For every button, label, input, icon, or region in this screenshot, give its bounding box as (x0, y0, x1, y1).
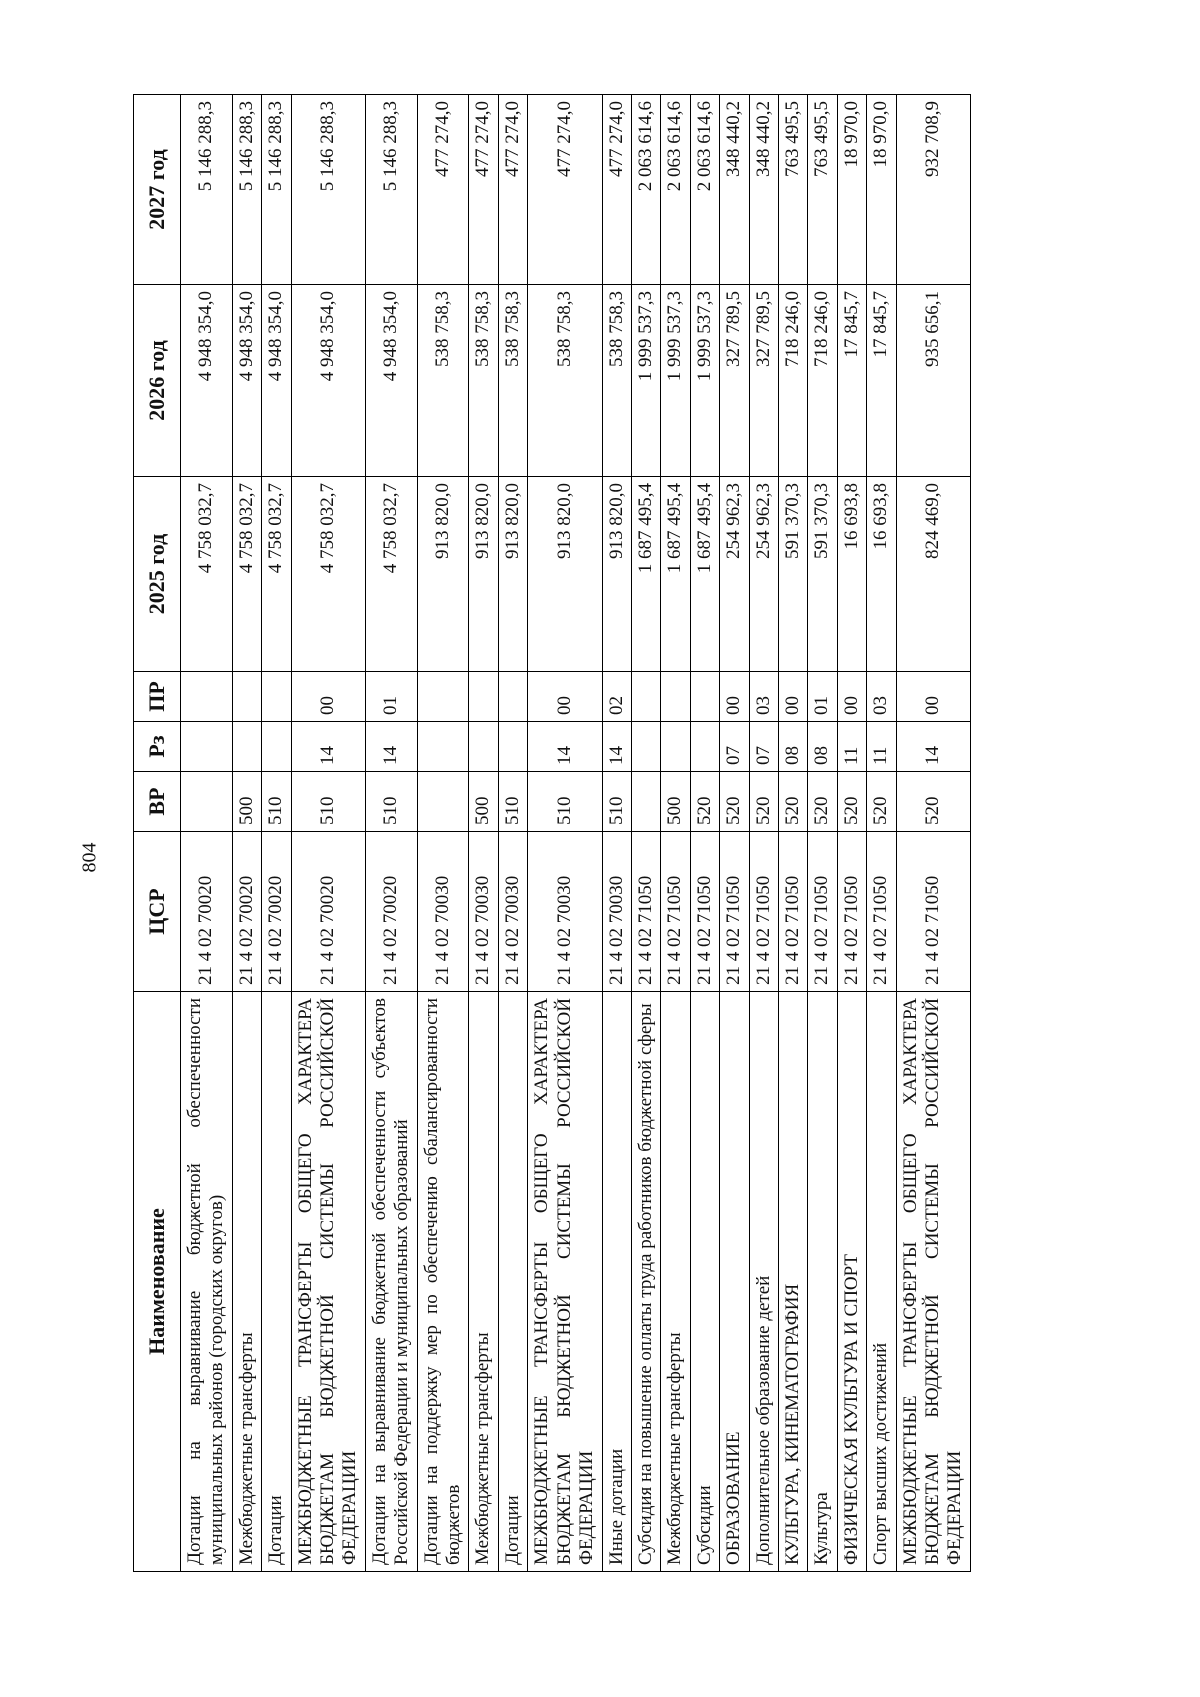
table-row (181, 95, 233, 1572)
cell-name: Дотации на выравнивание бюджетной обеспеченности муниципальных районов (городских округов) (181, 992, 233, 1572)
table-row (469, 95, 498, 1572)
table-row (690, 95, 719, 1572)
cell-2025: 1 687 495,4 (690, 477, 719, 672)
cell-2026: 4 948 354,0 (365, 285, 417, 477)
cell-2026: 4 948 354,0 (262, 285, 291, 477)
cell-2025: 4 758 032,7 (262, 477, 291, 672)
cell-2027: 348 440,2 (720, 95, 749, 285)
cell-rz (631, 722, 660, 772)
cell-pr: 03 (749, 672, 778, 722)
cell-2025: 254 962,3 (749, 477, 778, 672)
cell-vr: 510 (528, 772, 602, 832)
cell-vr: 510 (291, 772, 365, 832)
cell-name: Дотации (262, 992, 291, 1572)
cell-pr: 01 (365, 672, 417, 722)
cell-vr: 520 (720, 772, 749, 832)
cell-name: Культура (808, 992, 837, 1572)
cell-csr: 21 4 02 71050 (749, 832, 778, 992)
cell-name: МЕЖБЮДЖЕТНЫЕ ТРАНСФЕРТЫ ОБЩЕГО ХАРАКТЕРА БЮДЖЕТАМ БЮДЖЕТНОЙ СИСТЕМЫ РОССИЙСКОЙ ФЕДЕРАЦИИ (528, 992, 602, 1572)
cell-vr: 510 (365, 772, 417, 832)
cell-2026: 4 948 354,0 (232, 285, 261, 477)
cell-2027: 348 440,2 (749, 95, 778, 285)
cell-2025: 591 370,3 (778, 477, 807, 672)
cell-csr: 21 4 02 70030 (498, 832, 527, 992)
cell-2026: 538 758,3 (417, 285, 469, 477)
cell-2027: 763 495,5 (778, 95, 807, 285)
cell-rz (690, 722, 719, 772)
cell-vr (417, 772, 469, 832)
cell-2027: 2 063 614,6 (690, 95, 719, 285)
cell-2025: 16 693,8 (867, 477, 896, 672)
cell-name: Субсидия на повышение оплаты труда работников бюджетной сферы (631, 992, 660, 1572)
table-row (661, 95, 690, 1572)
table-row (417, 95, 469, 1572)
cell-2027: 5 146 288,3 (262, 95, 291, 285)
cell-name: Межбюджетные трансферты (232, 992, 261, 1572)
cell-rz: 14 (528, 722, 602, 772)
table-header-row (134, 95, 181, 1572)
cell-vr: 500 (232, 772, 261, 832)
cell-rz: 07 (749, 722, 778, 772)
cell-2027: 932 708,9 (896, 95, 970, 285)
cell-vr (631, 772, 660, 832)
cell-name: ОБРАЗОВАНИЕ (720, 992, 749, 1572)
cell-pr: 02 (602, 672, 631, 722)
cell-2026: 327 789,5 (749, 285, 778, 477)
cell-csr: 21 4 02 71050 (808, 832, 837, 992)
cell-csr: 21 4 02 70030 (602, 832, 631, 992)
table-row (498, 95, 527, 1572)
cell-rz (262, 722, 291, 772)
cell-vr: 520 (749, 772, 778, 832)
cell-2027: 2 063 614,6 (631, 95, 660, 285)
cell-2027: 5 146 288,3 (365, 95, 417, 285)
cell-rz: 07 (720, 722, 749, 772)
cell-rz: 14 (602, 722, 631, 772)
cell-pr: 00 (837, 672, 866, 722)
cell-name: Дотации на выравнивание бюджетной обеспеченности субъектов Российской Федерации и муниципальных образований (365, 992, 417, 1572)
cell-csr: 21 4 02 70020 (365, 832, 417, 992)
cell-2026: 1 999 537,3 (661, 285, 690, 477)
cell-pr (417, 672, 469, 722)
page-number: 804 (78, 842, 101, 873)
cell-name: Иные дотации (602, 992, 631, 1572)
cell-vr: 520 (867, 772, 896, 832)
cell-2025: 913 820,0 (528, 477, 602, 672)
cell-2027: 18 970,0 (867, 95, 896, 285)
cell-rz: 08 (808, 722, 837, 772)
cell-rz (661, 722, 690, 772)
cell-csr: 21 4 02 71050 (867, 832, 896, 992)
cell-pr (232, 672, 261, 722)
table-row (365, 95, 417, 1572)
cell-pr (469, 672, 498, 722)
cell-2025: 254 962,3 (720, 477, 749, 672)
header-pr: ПР (134, 672, 181, 722)
cell-2027: 763 495,5 (808, 95, 837, 285)
cell-2026: 1 999 537,3 (631, 285, 660, 477)
cell-vr: 520 (778, 772, 807, 832)
cell-2026: 935 656,1 (896, 285, 970, 477)
cell-csr: 21 4 02 70020 (262, 832, 291, 992)
cell-rz (469, 722, 498, 772)
cell-2026: 538 758,3 (469, 285, 498, 477)
cell-csr: 21 4 02 71050 (720, 832, 749, 992)
cell-vr: 520 (690, 772, 719, 832)
cell-pr (262, 672, 291, 722)
cell-2025: 913 820,0 (469, 477, 498, 672)
cell-name: Дополнительное образование детей (749, 992, 778, 1572)
cell-2026: 4 948 354,0 (291, 285, 365, 477)
cell-rz: 11 (837, 722, 866, 772)
cell-pr: 03 (867, 672, 896, 722)
table-row (778, 95, 807, 1572)
cell-pr: 01 (808, 672, 837, 722)
cell-name: МЕЖБЮДЖЕТНЫЕ ТРАНСФЕРТЫ ОБЩЕГО ХАРАКТЕРА БЮДЖЕТАМ БЮДЖЕТНОЙ СИСТЕМЫ РОССИЙСКОЙ ФЕДЕРАЦИИ (291, 992, 365, 1572)
cell-2025: 591 370,3 (808, 477, 837, 672)
cell-2026: 17 845,7 (867, 285, 896, 477)
header-csr: ЦСР (134, 832, 181, 992)
cell-rz (181, 722, 233, 772)
cell-rz: 11 (867, 722, 896, 772)
cell-2025: 4 758 032,7 (181, 477, 233, 672)
cell-vr: 520 (837, 772, 866, 832)
cell-vr: 510 (602, 772, 631, 832)
table-row (262, 95, 291, 1572)
cell-2025: 16 693,8 (837, 477, 866, 672)
header-2027: 2027 год (134, 95, 181, 285)
cell-vr: 500 (469, 772, 498, 832)
cell-pr: 00 (896, 672, 970, 722)
cell-2027: 18 970,0 (837, 95, 866, 285)
cell-2027: 477 274,0 (602, 95, 631, 285)
cell-pr (631, 672, 660, 722)
cell-pr: 00 (291, 672, 365, 722)
table-row (291, 95, 365, 1572)
cell-2025: 4 758 032,7 (365, 477, 417, 672)
cell-rz (417, 722, 469, 772)
cell-2025: 1 687 495,4 (631, 477, 660, 672)
cell-2025: 4 758 032,7 (291, 477, 365, 672)
cell-2025: 913 820,0 (602, 477, 631, 672)
cell-2025: 913 820,0 (498, 477, 527, 672)
table-row (631, 95, 660, 1572)
cell-csr: 21 4 02 70020 (291, 832, 365, 992)
cell-name: МЕЖБЮДЖЕТНЫЕ ТРАНСФЕРТЫ ОБЩЕГО ХАРАКТЕРА БЮДЖЕТАМ БЮДЖЕТНОЙ СИСТЕМЫ РОССИЙСКОЙ ФЕДЕРАЦИИ (896, 992, 970, 1572)
header-2026: 2026 год (134, 285, 181, 477)
cell-csr: 21 4 02 70020 (181, 832, 233, 992)
cell-2025: 1 687 495,4 (661, 477, 690, 672)
table-row (602, 95, 631, 1572)
cell-2027: 477 274,0 (498, 95, 527, 285)
cell-name: Дотации (498, 992, 527, 1572)
cell-pr: 00 (528, 672, 602, 722)
table-row (867, 95, 896, 1572)
cell-2026: 4 948 354,0 (181, 285, 233, 477)
cell-pr (498, 672, 527, 722)
table-row (749, 95, 778, 1572)
cell-2027: 477 274,0 (417, 95, 469, 285)
cell-vr: 510 (498, 772, 527, 832)
cell-csr: 21 4 02 71050 (631, 832, 660, 992)
cell-vr: 520 (896, 772, 970, 832)
cell-vr: 500 (661, 772, 690, 832)
cell-name: Спорт высших достижений (867, 992, 896, 1572)
cell-2026: 538 758,3 (602, 285, 631, 477)
table-row (720, 95, 749, 1572)
cell-2026: 327 789,5 (720, 285, 749, 477)
cell-2025: 824 469,0 (896, 477, 970, 672)
cell-csr: 21 4 02 71050 (896, 832, 970, 992)
cell-csr: 21 4 02 70030 (469, 832, 498, 992)
cell-rz: 14 (291, 722, 365, 772)
header-2025: 2025 год (134, 477, 181, 672)
cell-rz: 14 (365, 722, 417, 772)
cell-vr: 520 (808, 772, 837, 832)
header-name: Наименование (134, 992, 181, 1572)
table-row (528, 95, 602, 1572)
budget-table (133, 94, 971, 1572)
cell-2025: 913 820,0 (417, 477, 469, 672)
cell-pr (690, 672, 719, 722)
header-vr: ВР (134, 772, 181, 832)
cell-name: КУЛЬТУРА, КИНЕМАТОГРАФИЯ (778, 992, 807, 1572)
cell-csr: 21 4 02 70030 (528, 832, 602, 992)
cell-csr: 21 4 02 71050 (837, 832, 866, 992)
cell-pr (181, 672, 233, 722)
cell-csr: 21 4 02 71050 (690, 832, 719, 992)
cell-rz (498, 722, 527, 772)
table-row (896, 95, 970, 1572)
cell-2026: 17 845,7 (837, 285, 866, 477)
cell-2026: 1 999 537,3 (690, 285, 719, 477)
cell-2026: 718 246,0 (778, 285, 807, 477)
cell-pr (661, 672, 690, 722)
cell-vr (181, 772, 233, 832)
cell-csr: 21 4 02 71050 (661, 832, 690, 992)
table-row (837, 95, 866, 1572)
cell-rz (232, 722, 261, 772)
cell-rz: 14 (896, 722, 970, 772)
cell-name: Дотации на поддержку мер по обеспечению сбалансированности бюджетов (417, 992, 469, 1572)
cell-rz: 08 (778, 722, 807, 772)
cell-csr: 21 4 02 70030 (417, 832, 469, 992)
cell-2027: 2 063 614,6 (661, 95, 690, 285)
cell-2027: 477 274,0 (528, 95, 602, 285)
cell-csr: 21 4 02 71050 (778, 832, 807, 992)
cell-name: Межбюджетные трансферты (661, 992, 690, 1572)
cell-pr: 00 (778, 672, 807, 722)
cell-name: Субсидии (690, 992, 719, 1572)
cell-2027: 5 146 288,3 (181, 95, 233, 285)
cell-2025: 4 758 032,7 (232, 477, 261, 672)
cell-pr: 00 (720, 672, 749, 722)
cell-2027: 5 146 288,3 (291, 95, 365, 285)
cell-name: Межбюджетные трансферты (469, 992, 498, 1572)
header-rz: Рз (134, 722, 181, 772)
table-row (808, 95, 837, 1572)
cell-2026: 538 758,3 (498, 285, 527, 477)
table-body (181, 95, 971, 1572)
cell-name: ФИЗИЧЕСКАЯ КУЛЬТУРА И СПОРТ (837, 992, 866, 1572)
cell-2026: 718 246,0 (808, 285, 837, 477)
cell-2027: 5 146 288,3 (232, 95, 261, 285)
cell-2027: 477 274,0 (469, 95, 498, 285)
table-row (232, 95, 261, 1572)
cell-2026: 538 758,3 (528, 285, 602, 477)
cell-csr: 21 4 02 70020 (232, 832, 261, 992)
cell-vr: 510 (262, 772, 291, 832)
budget-table-container (133, 95, 1055, 1572)
